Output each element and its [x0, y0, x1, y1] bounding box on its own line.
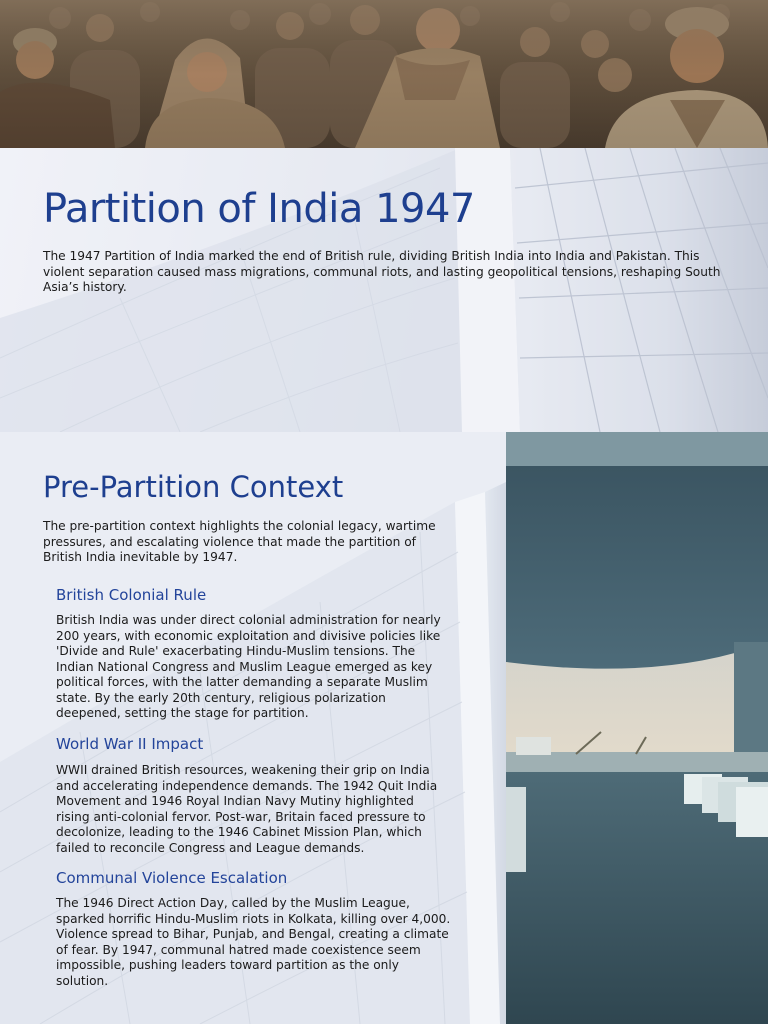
context-slide	[0, 432, 768, 1024]
architecture-illustration	[506, 432, 768, 1024]
page-title: Partition of India 1947	[43, 186, 475, 232]
subheading-communal-violence: Communal Violence Escalation	[56, 869, 288, 887]
paragraph-communal-violence: The 1946 Direct Action Day, called by the Muslim League, sparked horrific Hindu-Muslim riots in Kolkata, killing over 4,000. Violence spread to Bihar, Punjab, and Bengal, creating a climate of fear. By 1947, communal hatred made coexistence seem impossible, pushing leaders toward partition as the only solution.	[56, 896, 451, 988]
paragraph-british-colonial-rule: British India was under direct colonial administration for nearly 200 years, with economic exploitation and divisive policies like 'Divide and Rule' exacerbating Hindu-Muslim tensions. The Indian National Congress and Muslim League emerged as key political forces, with the latter demanding a separate Muslim state. By the early 20th century, religious polarization deepened, setting the stage for partition.	[56, 613, 441, 720]
section-intro: The pre-partition context highlights the colonial legacy, wartime pressures, and escalating violence that made the partition of British India inevitable by 1947.	[43, 519, 436, 564]
paragraph-world-war-ii-impact: WWII drained British resources, weakening their grip on India and accelerating independence demands. The 1942 Quit India Movement and 1946 Royal Indian Navy Mutiny highlighted rising anti-colonial fervor. Post-war, Britain faced pressure to decolonize, leading to the 1946 Cabinet Mission Plan, which failed to reconcile Congress and League demands.	[56, 763, 438, 855]
subheading-british-colonial-rule: British Colonial Rule	[56, 586, 207, 604]
title-slide	[0, 148, 768, 432]
subheading-world-war-ii-impact: World War II Impact	[56, 735, 204, 753]
section-title: Pre-Partition Context	[43, 470, 344, 504]
concrete-architecture-photo	[506, 432, 768, 1024]
crowd-illustration	[0, 0, 768, 148]
hero-crowd-image	[0, 0, 768, 148]
intro-paragraph: The 1947 Partition of India marked the end of British rule, dividing British India into India and Pakistan. This violent separation caused mass migrations, communal riots, and lasting geopolitical tensions, reshaping South Asia’s history.	[43, 249, 721, 295]
